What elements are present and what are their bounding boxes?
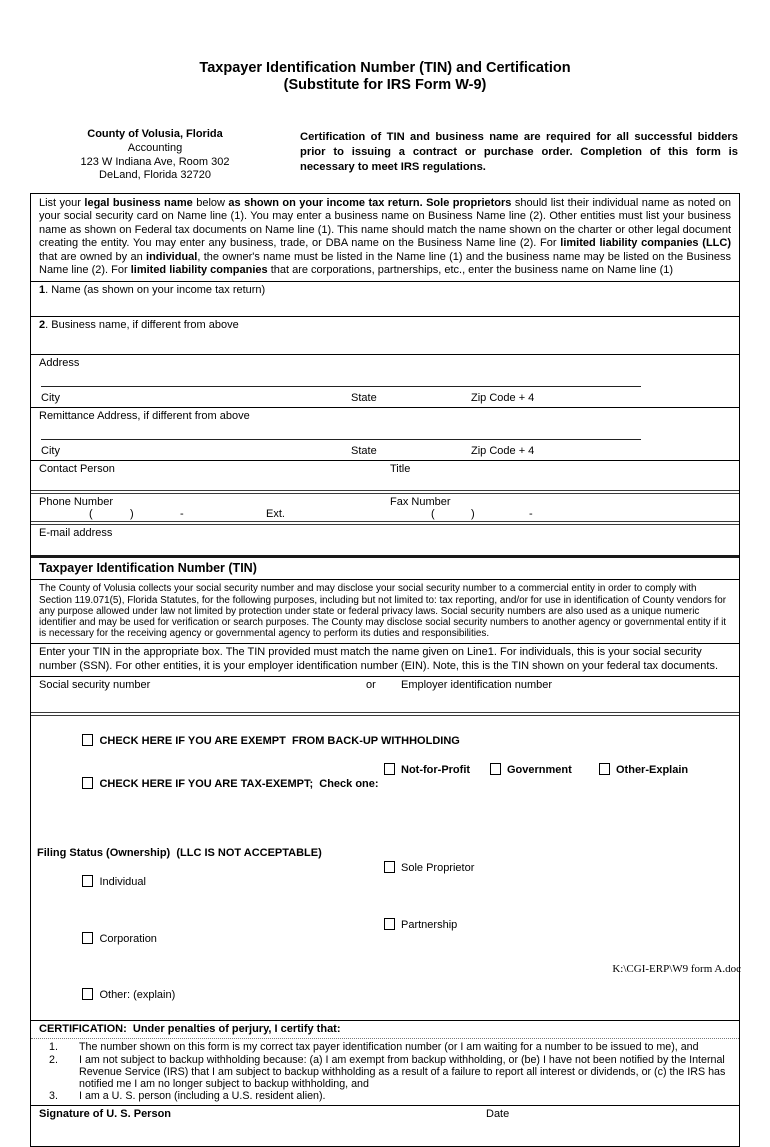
certification-item: [31, 1054, 739, 1091]
contact-person-row: [31, 461, 739, 494]
phone-number-label: Phone Number: [39, 496, 113, 509]
phone-ext-label: Ext.: [266, 508, 285, 521]
state-label: State: [351, 392, 377, 405]
checkbox-sole-proprietor[interactable]: [384, 861, 395, 873]
date-input-area[interactable]: [486, 1121, 721, 1143]
checkbox-other-explain[interactable]: [599, 763, 610, 775]
filing-status-heading: Filing Status (Ownership) (LLC IS NOT ACCEPTABLE): [37, 847, 322, 860]
business-name-input-area[interactable]: [39, 333, 729, 353]
footer-file-path: K:\CGI-ERP\W9 form A.doc: [612, 963, 741, 975]
corporation-label: Corporation: [99, 932, 157, 945]
ein-label: Employer identification number: [401, 679, 553, 692]
certification-item-text: I am not subject to backup withholding because: (a) I am exempt from backup withholding, or (be) I have not been notified by the Internal Revenue Service (IRS) that I am subject to backup withholding as a result of a failure to report all interest or dividends, or (c) the IRS has notified me I am no longer subject to backup withholding, and: [79, 1053, 726, 1091]
sole-proprietor-label: Sole Proprietor: [401, 862, 475, 875]
partnership-option: [384, 918, 457, 933]
or-label: or: [366, 679, 376, 692]
fax-paren-open: (: [431, 508, 435, 521]
address-row: [31, 355, 739, 408]
ssn-privacy-row: [31, 580, 739, 644]
date-label: Date: [486, 1107, 510, 1120]
remittance-city-label: City: [41, 445, 60, 458]
signature-input-area[interactable]: [39, 1121, 469, 1143]
other-label: Other: (explain): [99, 989, 176, 1002]
form-table: [30, 193, 740, 1147]
checkbox-tax-exempt[interactable]: [82, 777, 93, 789]
contact-person-label: Contact Person: [39, 463, 115, 476]
government-label: Government: [507, 763, 572, 776]
city-label: City: [41, 392, 60, 405]
phone-dash: -: [180, 508, 184, 521]
not-for-profit-label: Not-for-Profit: [401, 763, 471, 776]
certification-item: [31, 1041, 739, 1053]
agency-address-block: [60, 128, 250, 183]
address-write-line[interactable]: [41, 386, 641, 387]
enter-tin-paragraph: Enter your TIN in the appropriate box. The TIN provided must match the name given on Line1. For individuals, this is your social security number (SSN). For other entities, it is your employer identification number (EIN). Note, this is the TIN shown on your federal tax documents.: [39, 646, 719, 672]
checkbox-exempt-backup-withholding[interactable]: [82, 734, 93, 746]
ssn-label: Social security number: [39, 679, 151, 692]
not-for-profit-option: [384, 763, 470, 778]
remittance-state-label: State: [351, 445, 377, 458]
remittance-address-row: [31, 408, 739, 461]
remittance-zip-label: Zip Code + 4: [471, 445, 535, 458]
tin-number-row: [31, 677, 739, 716]
name-label: 1. Name (as shown on your income tax return): [39, 284, 266, 297]
ssn-input-area[interactable]: [39, 693, 339, 713]
tax-exempt-label: CHECK HERE IF YOU ARE TAX-EXEMPT; Check one:: [99, 777, 379, 790]
certification-item-number: 1.: [49, 1041, 58, 1054]
business-name-label: 2. Business name, if different from above: [39, 319, 239, 332]
partnership-label: Partnership: [401, 918, 458, 931]
title-line-2: (Substitute for IRS Form W-9): [283, 77, 487, 93]
fax-number-label: Fax Number: [390, 496, 451, 509]
individual-label: Individual: [99, 876, 146, 889]
page-title: [0, 60, 770, 94]
certification-heading-row: CERTIFICATION: Under penalties of perjury, I certify that:: [31, 1021, 739, 1039]
certification-items-row: [31, 1039, 739, 1105]
checkbox-not-for-profit[interactable]: [384, 763, 395, 775]
address-city-state-zip-line: [31, 392, 739, 406]
exempt-backup-label: CHECK HERE IF YOU ARE EXEMPT FROM BACK-UP WITHHOLDING: [99, 735, 460, 748]
certification-item: [31, 1090, 739, 1102]
contact-person-input-area[interactable]: [39, 476, 379, 492]
certification-item-number: 3.: [49, 1090, 58, 1103]
ein-input-area[interactable]: [401, 693, 721, 713]
government-option: [490, 763, 572, 778]
instructions-paragraph: List your legal business name below as shown on your income tax return. Sole proprietors should list their individual name as noted on your social security card on Name line (1). You may enter a business name on Business Name line (2). Other entities must list your business name as shown on Federal tax documents on Name line (1). This name should match the name shown on the charter or other legal document creating the entity. You may enter any business, trade, or DBA name on the Business Name line (2). For limited liability companies (LLC) that are owned by an individual, the owner's name must be listed in the Name line (1) and the business name may be listed on the Business Name line (2). For limited liability companies that are corporations, partnerships, etc., enter the business name on Name line (1): [39, 197, 731, 277]
fax-input-area[interactable]: [390, 508, 720, 523]
email-input-area[interactable]: [39, 540, 729, 556]
checkbox-individual[interactable]: [82, 875, 93, 887]
name-input-area[interactable]: [39, 298, 729, 315]
signature-label: Signature of U. S. Person: [39, 1107, 172, 1120]
remittance-address-label: Remittance Address, if different from above: [39, 410, 250, 423]
certification-requirement-note: Certification of TIN and business name are required for all successful bidders prior to issuing a contract or purchase order. Completion of this form is necessary to meet IRS regulations.: [300, 131, 738, 173]
title-line-1: Taxpayer Identification Number (TIN) and Certification: [199, 60, 571, 76]
checkbox-partnership[interactable]: [384, 918, 395, 930]
agency-dept: Accounting: [127, 141, 183, 154]
signature-row: [31, 1106, 739, 1146]
certification-item-text: The number shown on this form is my correct tax payer identification number (or I am waiting for a number to be issued to me), and: [79, 1041, 699, 1054]
agency-name: County of Volusia, Florida: [87, 128, 223, 140]
zip-label: Zip Code + 4: [471, 392, 535, 405]
name-row: [31, 282, 739, 317]
address-label: Address: [39, 357, 80, 370]
phone-paren-close: ): [130, 508, 134, 521]
ssn-privacy-notice: The County of Volusia collects your social security number and may disclose your social security number to a commercial entity in order to comply with Section 119.071(5), Florida Statutes, for the following purposes, including but not limited to: tax reporting, and/or for use in identification of County vendors for any purpose allowed under law not limited by protection under state or federal privacy laws. Social security numbers are also used as a unique numeric identifier and may be used for verification or search purposes. The County may disclose social security numbers to another agency or governmental entity if it is necessary for the receiving agency or governmental agency to perform its duties and responsibilities.: [39, 583, 727, 640]
checkbox-corporation[interactable]: [82, 932, 93, 944]
sole-proprietor-option: [384, 861, 474, 876]
phone-paren-open: (: [89, 508, 93, 521]
checkbox-other[interactable]: [82, 988, 93, 1000]
tax-exempt-line: [31, 763, 739, 847]
certification-item-text: I am a U. S. person (including a U.S. resident alien).: [79, 1090, 326, 1103]
tin-section-heading: Taxpayer Identification Number (TIN): [39, 561, 257, 576]
email-row: [31, 525, 739, 558]
other-explain-label: Other-Explain: [616, 763, 689, 776]
checkbox-section-row: [31, 716, 739, 1021]
exempt-backup-line: [31, 720, 739, 763]
checkbox-government[interactable]: [490, 763, 501, 775]
phone-fax-row: [31, 494, 739, 525]
business-name-row: [31, 317, 739, 355]
agency-address2: DeLand, Florida 32720: [99, 169, 211, 182]
agency-address1: 123 W Indiana Ave, Room 302: [80, 155, 230, 168]
certification-item-number: 2.: [49, 1053, 58, 1066]
other-explain-option: [599, 763, 688, 778]
tin-section-heading-row: [31, 558, 739, 580]
other-line: [31, 975, 739, 1018]
title-label: Title: [390, 463, 411, 476]
title-input-area[interactable]: [390, 476, 720, 492]
phone-input-area[interactable]: [39, 508, 379, 523]
remittance-city-state-zip-line: [31, 445, 739, 459]
individual-line: [31, 861, 739, 918]
enter-tin-row: [31, 644, 739, 677]
remittance-write-line[interactable]: [41, 439, 641, 440]
fax-dash: -: [529, 508, 533, 521]
instructions-row: [31, 194, 739, 282]
email-label: E-mail address: [39, 527, 113, 540]
fax-paren-close: ): [471, 508, 475, 521]
